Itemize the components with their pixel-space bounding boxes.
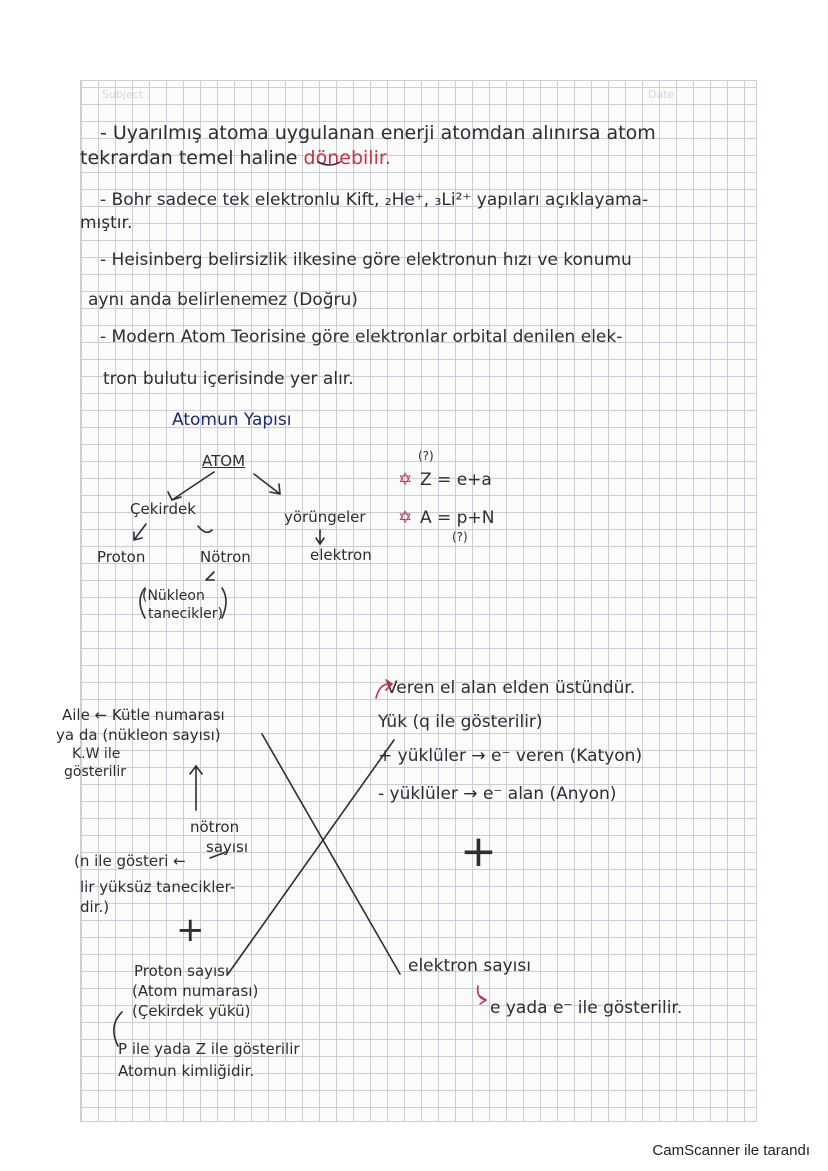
notron-note-pointer <box>210 852 226 858</box>
note-line-3b: aynı anda belirlenemez (Doğru) <box>88 290 358 310</box>
cross-topright-a: Veren el alan elden üstündür. <box>386 678 636 698</box>
cross-topleft-d: gösterilir <box>64 764 127 780</box>
formula-a-mark: (?) <box>452 530 468 544</box>
note-line-4b: tron bulutu içerisinde yer alır. <box>103 369 354 389</box>
cross-line-2 <box>228 740 394 974</box>
cross-elektron-a: elektron sayısı <box>408 956 531 976</box>
cross-n-note-a: (n ile gösteri ← <box>74 852 186 870</box>
note-line-4a: - Modern Atom Teorisine göre elektronlar orbital denilen elek- <box>100 327 623 347</box>
note-line-3a: - Heisinberg belirsizlik ilkesine göre elektronun hızı ve konumu <box>100 250 632 270</box>
cross-topleft-c: K.W ile <box>72 746 121 762</box>
star-icon-2: ✡ <box>398 508 413 528</box>
date-label: Date <box>648 88 675 101</box>
formula-z-mark: (?) <box>418 449 434 463</box>
plus-sign-2: + <box>460 826 497 877</box>
plus-sign-1: + <box>176 910 205 950</box>
cross-elektron-b: e yada e⁻ ile gösterilir. <box>490 998 683 1018</box>
yorunge-to-elektron <box>316 530 324 544</box>
star-icon: ✡ <box>398 470 413 490</box>
cross-notron-b: sayısı <box>206 838 249 856</box>
cross-proton-b: (Atom numarası) <box>132 982 259 1000</box>
proton-curl <box>114 1012 122 1046</box>
veren-arrow <box>376 680 392 698</box>
cekirdek-to-notron <box>198 526 212 532</box>
cross-topright-d: - yüklüler → e⁻ alan (Anyon) <box>378 784 617 804</box>
cross-proton-c: (Çekirdek yükü) <box>132 1002 251 1020</box>
notron-to-nukleon <box>206 572 214 580</box>
note-line-1a: - Uyarılmış atoma uygulanan enerji atomdan alınırsa atom <box>100 122 656 144</box>
formula-z: Z = e+a <box>420 470 492 490</box>
note-line-1b-red: dönebilir. <box>303 147 391 169</box>
diagram-nukleon: (Nükleon <box>142 588 205 604</box>
underline-stroke <box>318 162 340 165</box>
cross-line-1 <box>262 734 400 974</box>
atom-branch-right <box>254 474 280 494</box>
cross-proton-d: P ile yada Z ile gösterilir <box>118 1040 300 1058</box>
cross-topleft-a: Aile ← Kütle numarası <box>62 706 225 724</box>
cekirdek-to-proton <box>134 524 146 540</box>
diagram-yorungeler: yörüngeler <box>284 508 366 526</box>
nukleon-brace-right <box>222 588 226 618</box>
diagram-tanecikler: tanecikler) <box>148 606 223 622</box>
cross-topleft-b: ya da (nükleon sayısı) <box>56 726 221 744</box>
up-arrow <box>190 766 202 810</box>
cross-n-note-c: dir.) <box>80 898 110 916</box>
diagram-notron: Nötron <box>200 548 251 566</box>
cross-topright-b: Yük (q ile gösterilir) <box>378 712 543 732</box>
cross-n-note-b: lir yüksüz tanecikler- <box>80 878 236 896</box>
note-line-1b-text: tekrardan temel haline <box>80 147 298 169</box>
diagram-atom: ATOM <box>202 452 246 470</box>
note-line-2b: mıştır. <box>80 213 133 233</box>
cross-notron-a: nötron <box>190 818 240 836</box>
diagram-proton: Proton <box>97 548 146 566</box>
scanner-watermark: CamScanner ile tarandı <box>652 1142 810 1159</box>
subject-label: Subject : <box>102 88 151 101</box>
cross-topright-c: + yüklüler → e⁻ veren (Katyon) <box>378 746 643 766</box>
note-line-2a: - Bohr sadece tek elektronlu Kift, ₂He⁺, ₃Li²⁺ yapıları açıklayama- <box>100 190 649 210</box>
elektron-curl-arrow <box>478 986 486 1004</box>
nukleon-brace-left <box>140 588 145 618</box>
diagram-elektron: elektron <box>310 546 372 564</box>
diagram-title: Atomun Yapısı <box>172 410 292 430</box>
cross-proton-a: Proton sayısı <box>134 962 230 980</box>
atom-branch-left <box>172 472 214 500</box>
diagram-cekirdek: Çekirdek <box>130 500 196 518</box>
formula-a: A = p+N <box>420 508 495 528</box>
cross-proton-e: Atomun kimliğidir. <box>118 1062 255 1080</box>
